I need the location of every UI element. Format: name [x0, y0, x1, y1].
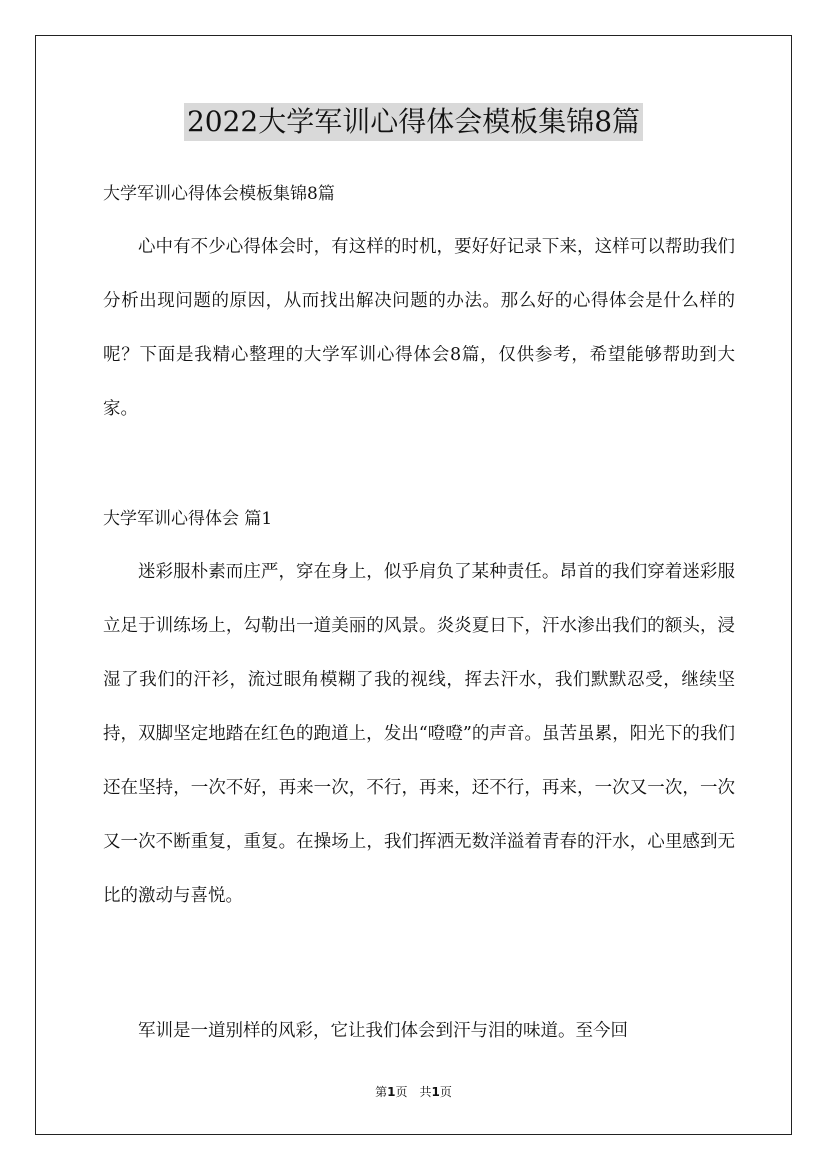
footer-suffix: 页 [439, 1085, 452, 1099]
body-paragraph-2: 军训是一道别样的风彩，它让我们体会到汗与泪的味道。至今回 [138, 1021, 628, 1041]
document-subtitle: 大学军训心得体会模板集锦8篇 [103, 184, 335, 204]
footer-total-pages: 1 [431, 1085, 440, 1099]
title-container [0, 103, 827, 141]
intro-paragraph: 心中有不少心得体会时，有这样的时机，要好好记录下来，这样可以帮助我们分析出现问题的原因，从而找出解决问题的办法。那么好的心得体会是什么样的呢？下面是我精心整理的大学军训心得体会8篇，仅供参考，希望能够帮助到大家。 [103, 237, 735, 419]
document-title: 2022大学军训心得体会模板集锦8篇 [184, 103, 643, 141]
page-footer [0, 1083, 827, 1100]
section-heading: 大学军训心得体会 篇1 [103, 509, 273, 529]
footer-page-number: 1 [387, 1085, 396, 1099]
footer-mid: 页 共 [395, 1085, 432, 1099]
footer-prefix: 第 [375, 1085, 388, 1099]
body-paragraph-1: 迷彩服朴素而庄严，穿在身上，似乎肩负了某种责任。昂首的我们穿着迷彩服立足于训练场上，勾勒出一道美丽的风景。炎炎夏日下，汗水渗出我们的额头，浸湿了我们的汗衫，流过眼角模糊了我的视线，挥去汗水，我们默默忍受，继续坚持，双脚坚定地踏在红色的跑道上，发出“噔噔”的声音。虽苦虽累，阳光下的我们还在坚持，一次不好，再来一次，不行，再来，还不行，再来，一次又一次，一次又一次不断重复，重复。在操场上，我们挥洒无数洋溢着青春的汗水，心里感到无比的激动与喜悦。 [103, 562, 735, 906]
